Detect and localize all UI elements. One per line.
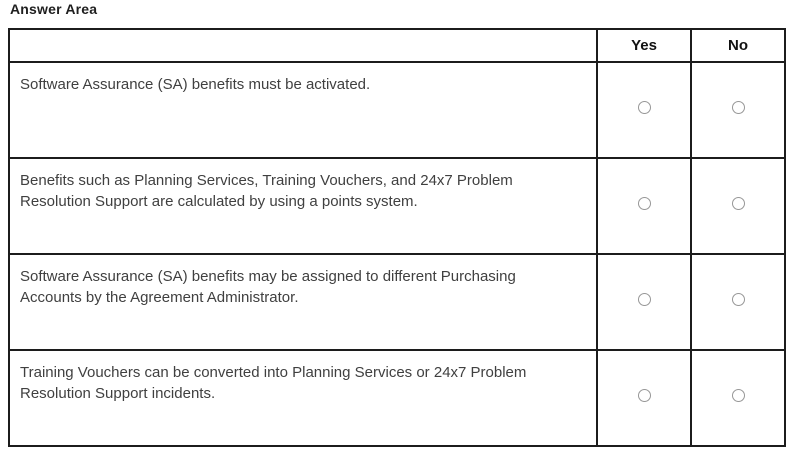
table-row	[9, 350, 785, 446]
yes-cell	[597, 350, 691, 446]
no-radio-button[interactable]	[732, 197, 745, 210]
table-row	[9, 62, 785, 158]
answer-table	[8, 28, 786, 447]
yes-radio-button[interactable]	[638, 197, 651, 210]
no-radio-button[interactable]	[732, 293, 745, 306]
statement-text: Software Assurance (SA) benefits must be activated.	[9, 62, 597, 158]
no-cell	[691, 158, 785, 254]
table-header-row	[9, 29, 785, 62]
yes-cell	[597, 62, 691, 158]
no-column-header: No	[691, 29, 785, 62]
no-cell	[691, 254, 785, 350]
yes-radio-button[interactable]	[638, 293, 651, 306]
no-radio-button[interactable]	[732, 389, 745, 402]
statement-text: Software Assurance (SA) benefits may be assigned to different Purchasing Accounts by the Agreement Administrator.	[9, 254, 597, 350]
yes-cell	[597, 158, 691, 254]
statement-text: Benefits such as Planning Services, Training Vouchers, and 24x7 Problem Resolution Support are calculated by using a points system.	[9, 158, 597, 254]
table-row	[9, 254, 785, 350]
answer-table-body	[9, 62, 785, 446]
yes-radio-button[interactable]	[638, 101, 651, 114]
page-title: Answer Area	[10, 1, 98, 17]
yes-radio-button[interactable]	[638, 389, 651, 402]
statement-column-header	[9, 29, 597, 62]
yes-column-header: Yes	[597, 29, 691, 62]
no-cell	[691, 62, 785, 158]
yes-cell	[597, 254, 691, 350]
no-cell	[691, 350, 785, 446]
table-row	[9, 158, 785, 254]
statement-text: Training Vouchers can be converted into Planning Services or 24x7 Problem Resolution Support incidents.	[9, 350, 597, 446]
no-radio-button[interactable]	[732, 101, 745, 114]
